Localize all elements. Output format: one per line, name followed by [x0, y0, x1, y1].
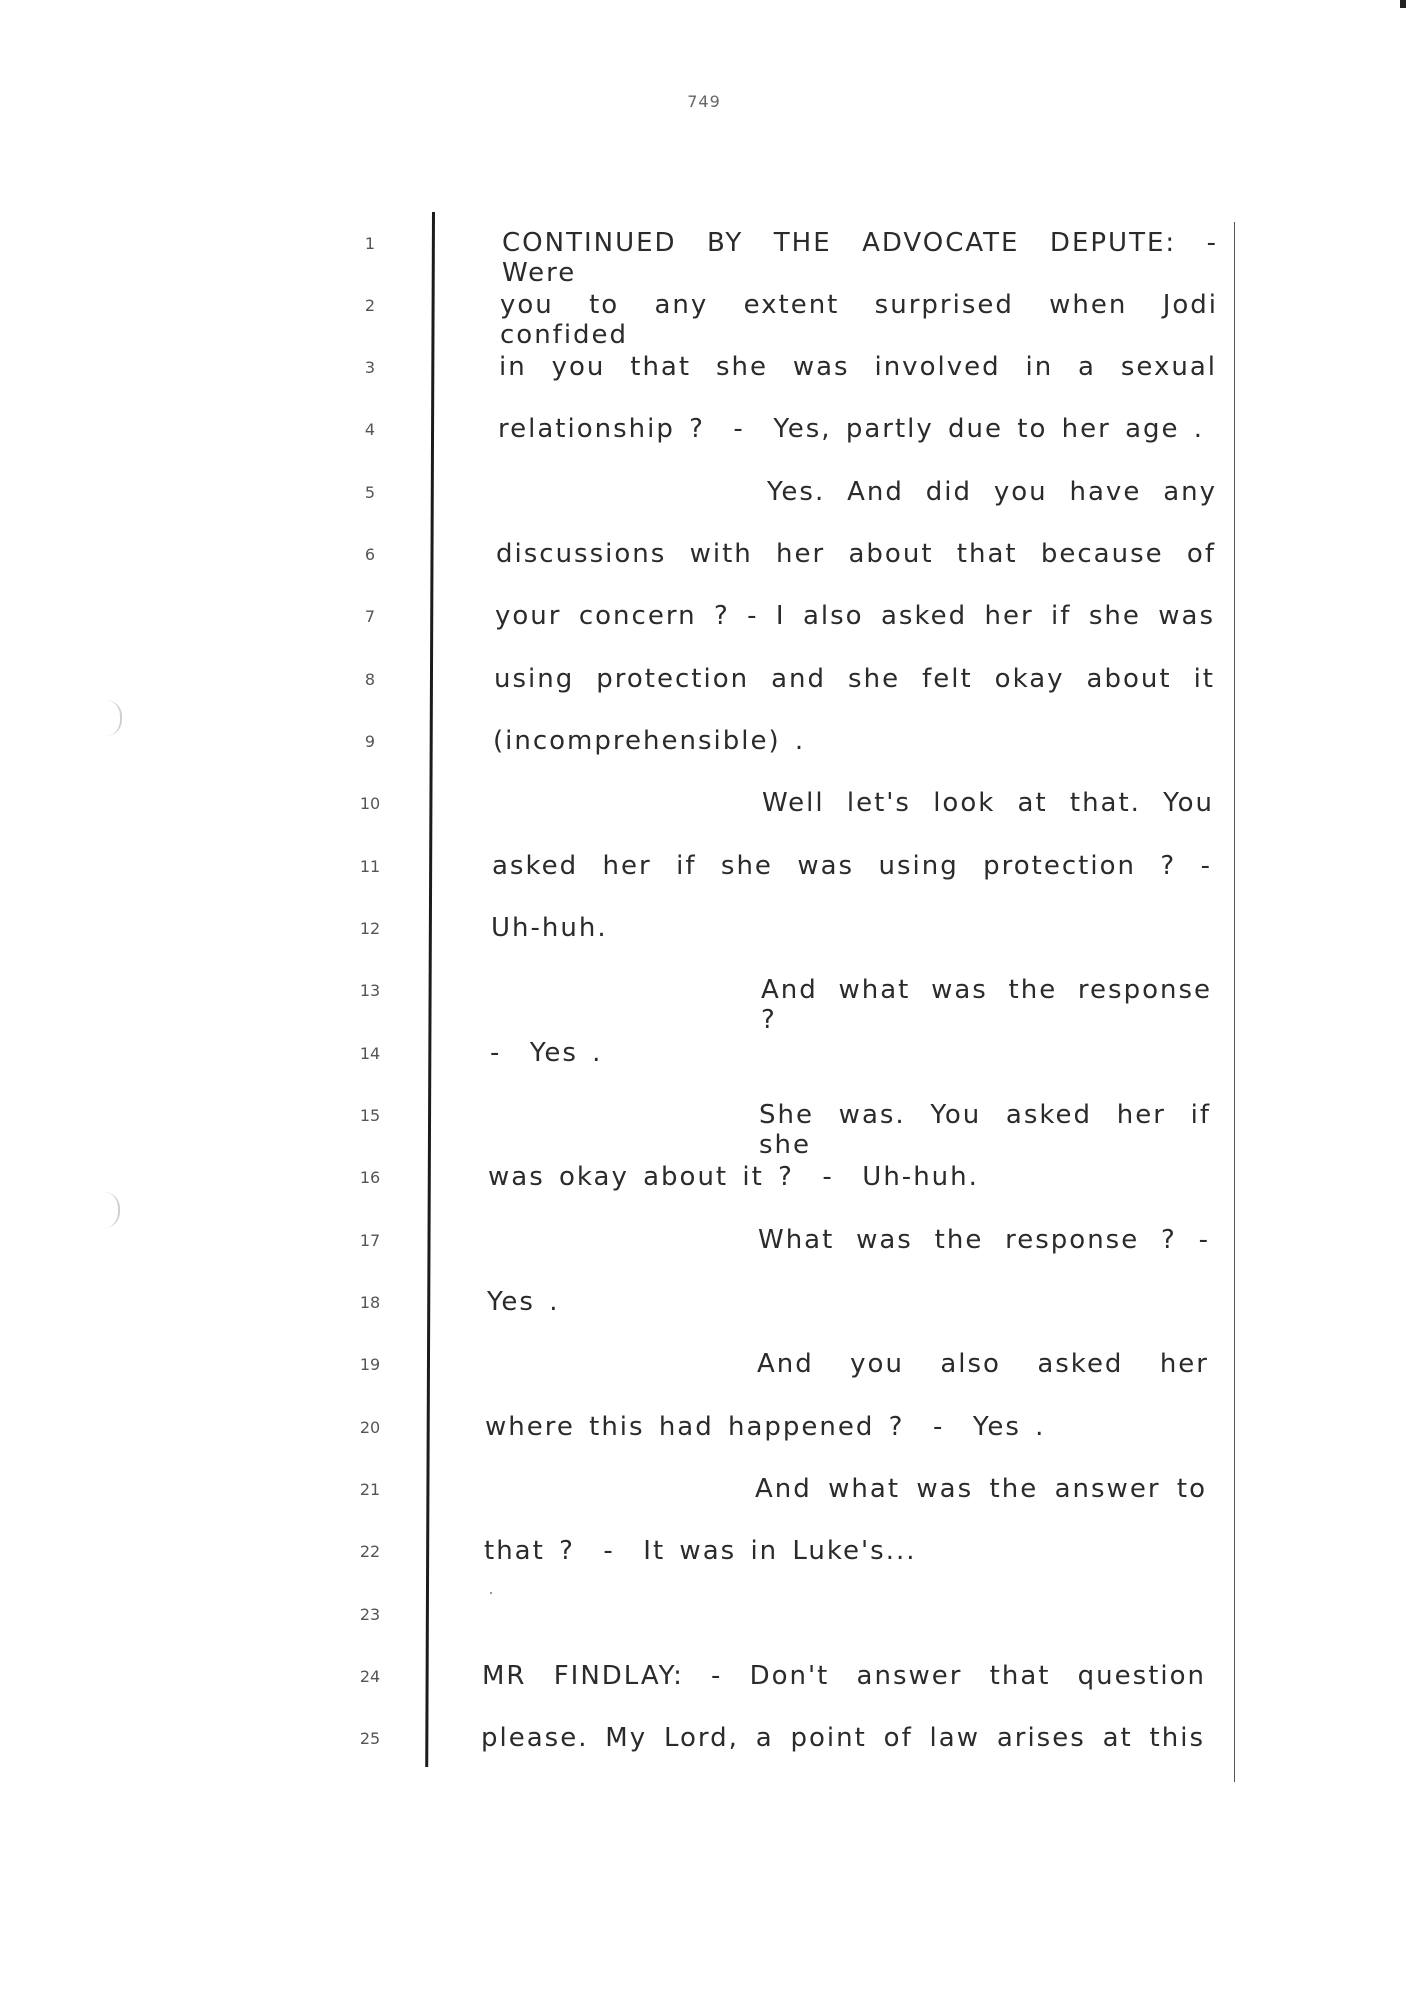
line-number: 12: [359, 919, 381, 938]
line-number: 8: [364, 670, 376, 689]
transcript-line: She was. You asked her if she: [759, 1100, 1211, 1160]
punch-hole-mark-upper: [106, 700, 122, 736]
line-number: 25: [359, 1729, 381, 1748]
transcript-line: relationship ? - Yes, partly due to her age .: [498, 414, 1205, 444]
line-number: 14: [359, 1044, 381, 1063]
transcript-line: Uh-huh.: [491, 913, 608, 943]
transcript-line: please. My Lord, a point of law arises at this: [481, 1723, 1205, 1753]
transcript-margin-rule: [425, 212, 435, 1767]
transcript-line: - Yes .: [490, 1038, 603, 1068]
line-number: 9: [364, 732, 376, 751]
transcript-line: asked her if she was using protection ? -: [492, 851, 1212, 881]
transcript-line: What was the response ? -: [758, 1225, 1210, 1255]
line-number: 18: [359, 1293, 381, 1312]
transcript-line: using protection and she felt okay about it: [494, 664, 1215, 694]
transcript-line: was okay about it ? - Uh-huh.: [488, 1162, 979, 1192]
transcript-line: And you also asked her: [757, 1349, 1209, 1379]
line-number: 7: [364, 607, 376, 626]
line-number: 17: [359, 1231, 381, 1250]
transcript-line: in you that she was involved in a sexual: [499, 352, 1217, 382]
line-number: 19: [359, 1355, 381, 1374]
transcript-line: discussions with her about that because of: [496, 539, 1216, 569]
line-number: 3: [364, 358, 376, 377]
line-number: 4: [364, 420, 376, 439]
punch-hole-mark-lower: [104, 1192, 120, 1228]
line-number: 10: [359, 794, 381, 813]
transcript-line: CONTINUED BY THE ADVOCATE DEPUTE: - Were: [502, 228, 1218, 288]
line-number: 6: [364, 545, 376, 564]
transcript-line: MR FINDLAY: - Don't answer that question: [482, 1661, 1206, 1691]
page-number: 749: [687, 92, 721, 111]
corner-scan-mark: [1400, 0, 1406, 8]
line-number: 23: [359, 1605, 381, 1624]
line-number: 20: [359, 1418, 381, 1437]
transcript-line: where this had happened ? - Yes .: [485, 1412, 1046, 1442]
transcript-line: your concern ? - I also asked her if she was: [495, 601, 1215, 631]
line-number: 11: [359, 857, 381, 876]
line-number: 22: [359, 1542, 381, 1561]
line-number: 21: [359, 1480, 381, 1499]
transcript-line: And what was the response ?: [761, 975, 1212, 1035]
line-number: 24: [359, 1667, 381, 1686]
transcript-right-rule: [1234, 222, 1235, 1782]
transcript-line: that ? - It was in Luke's...: [484, 1536, 917, 1566]
transcript-line: Yes. And did you have any: [767, 477, 1217, 507]
transcript-line: And what was the answer to: [755, 1474, 1207, 1504]
line-number: 2: [364, 296, 376, 315]
line-number: 13: [359, 981, 381, 1000]
line-number: 1: [364, 234, 376, 253]
stray-dot: [490, 1592, 492, 1594]
transcript-line: you to any extent surprised when Jodi confided: [500, 290, 1218, 350]
transcript-line: (incomprehensible) .: [493, 726, 806, 756]
line-number: 15: [359, 1106, 381, 1125]
transcript-line: Yes .: [487, 1287, 560, 1317]
line-number: 16: [359, 1168, 381, 1187]
line-number: 5: [364, 483, 376, 502]
transcript-line: Well let's look at that. You: [762, 788, 1214, 818]
